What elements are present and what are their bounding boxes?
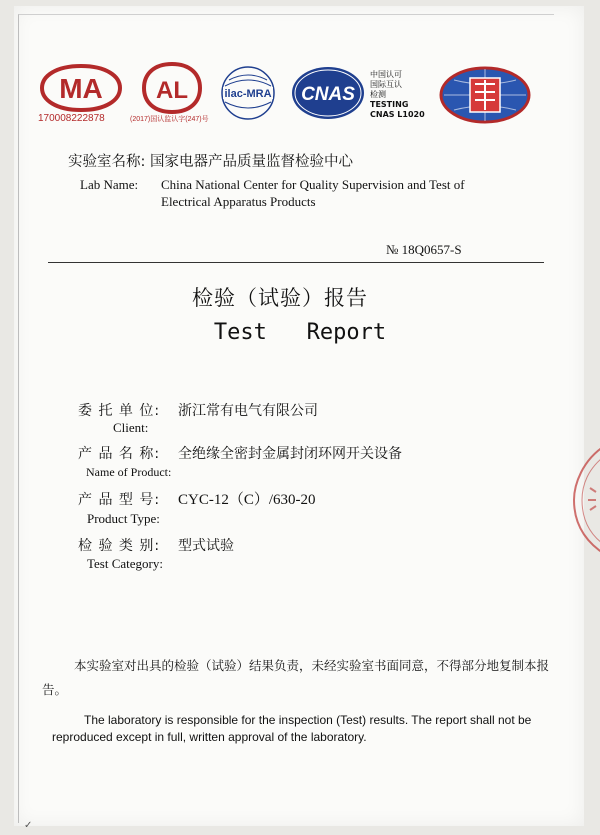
lab-name-en bbox=[80, 176, 465, 209]
category-label-cn: 检 验 类 别: bbox=[78, 538, 161, 554]
client-label-en: Client: bbox=[113, 420, 149, 435]
cma-number: 170008222878 bbox=[38, 113, 105, 124]
lab-value-cn: 国家电器产品质量监督检验中心 bbox=[150, 154, 353, 170]
report-title-en: Test Report bbox=[213, 320, 387, 345]
type-label-cn: 产 品 型 号: bbox=[78, 492, 161, 508]
cnas-text: CNAS bbox=[301, 84, 355, 105]
lab-name-cn bbox=[68, 150, 353, 171]
divider-line bbox=[48, 262, 544, 263]
red-stamp-fragment bbox=[566, 440, 600, 560]
category-value: 型式试验 bbox=[178, 538, 234, 554]
client-label-cn: 委 托 单 位: bbox=[78, 403, 161, 419]
type-label-en: Product Type: bbox=[87, 511, 160, 526]
lab-value-en: China National Center for Quality Supervision and Test of Electrical Apparatus Products bbox=[161, 177, 465, 209]
cal-number: (2017)国认监认字(247)号 bbox=[130, 116, 209, 123]
client-value: 浙江常有电气有限公司 bbox=[178, 403, 318, 419]
type-value: CYC-12（C）/630-20 bbox=[178, 492, 316, 508]
cal-text: AL bbox=[156, 77, 188, 104]
statement-cn: 本实验室对出具的检验（试验）结果负责，未经实验室书面同意，不得部分地复制本报告。 bbox=[42, 658, 550, 697]
cma-text: MA bbox=[59, 73, 103, 104]
product-label-cn: 产 品 名 称: bbox=[78, 446, 161, 462]
statement-en: The laboratory is responsible for the inspection (Test) results. The report shall not be reproduced except in full, written approval of the laboratory. bbox=[52, 713, 532, 744]
ilac-text: ilac-MRA bbox=[224, 88, 272, 100]
product-value: 全绝缘全密封金属封闭环网开关设备 bbox=[178, 446, 402, 462]
cnas-line: 检测 bbox=[370, 90, 386, 99]
cnas-line: CNAS L1020 bbox=[370, 110, 425, 119]
cnas-logo bbox=[290, 64, 366, 122]
lab-label-en: Lab Name: bbox=[80, 177, 139, 192]
cal-logo bbox=[140, 62, 204, 114]
report-title-cn: 检验（试验）报告 bbox=[192, 286, 368, 310]
category-label-en: Test Category: bbox=[87, 556, 163, 571]
globe-seal-icon bbox=[434, 66, 536, 124]
cnas-line: 国际互认 bbox=[370, 80, 402, 89]
ilac-mra-logo bbox=[217, 64, 279, 122]
cnas-line: TESTING bbox=[370, 100, 409, 109]
report-number: № 18Q0657-S bbox=[386, 242, 462, 257]
corner-mark: ✓ bbox=[24, 820, 33, 831]
product-label-en: Name of Product: bbox=[86, 465, 172, 479]
lab-label-cn: 实验室名称: bbox=[68, 154, 146, 170]
cnas-line: 中国认可 bbox=[370, 70, 402, 79]
cnas-accreditation-text bbox=[370, 70, 425, 120]
cma-logo bbox=[36, 62, 126, 114]
